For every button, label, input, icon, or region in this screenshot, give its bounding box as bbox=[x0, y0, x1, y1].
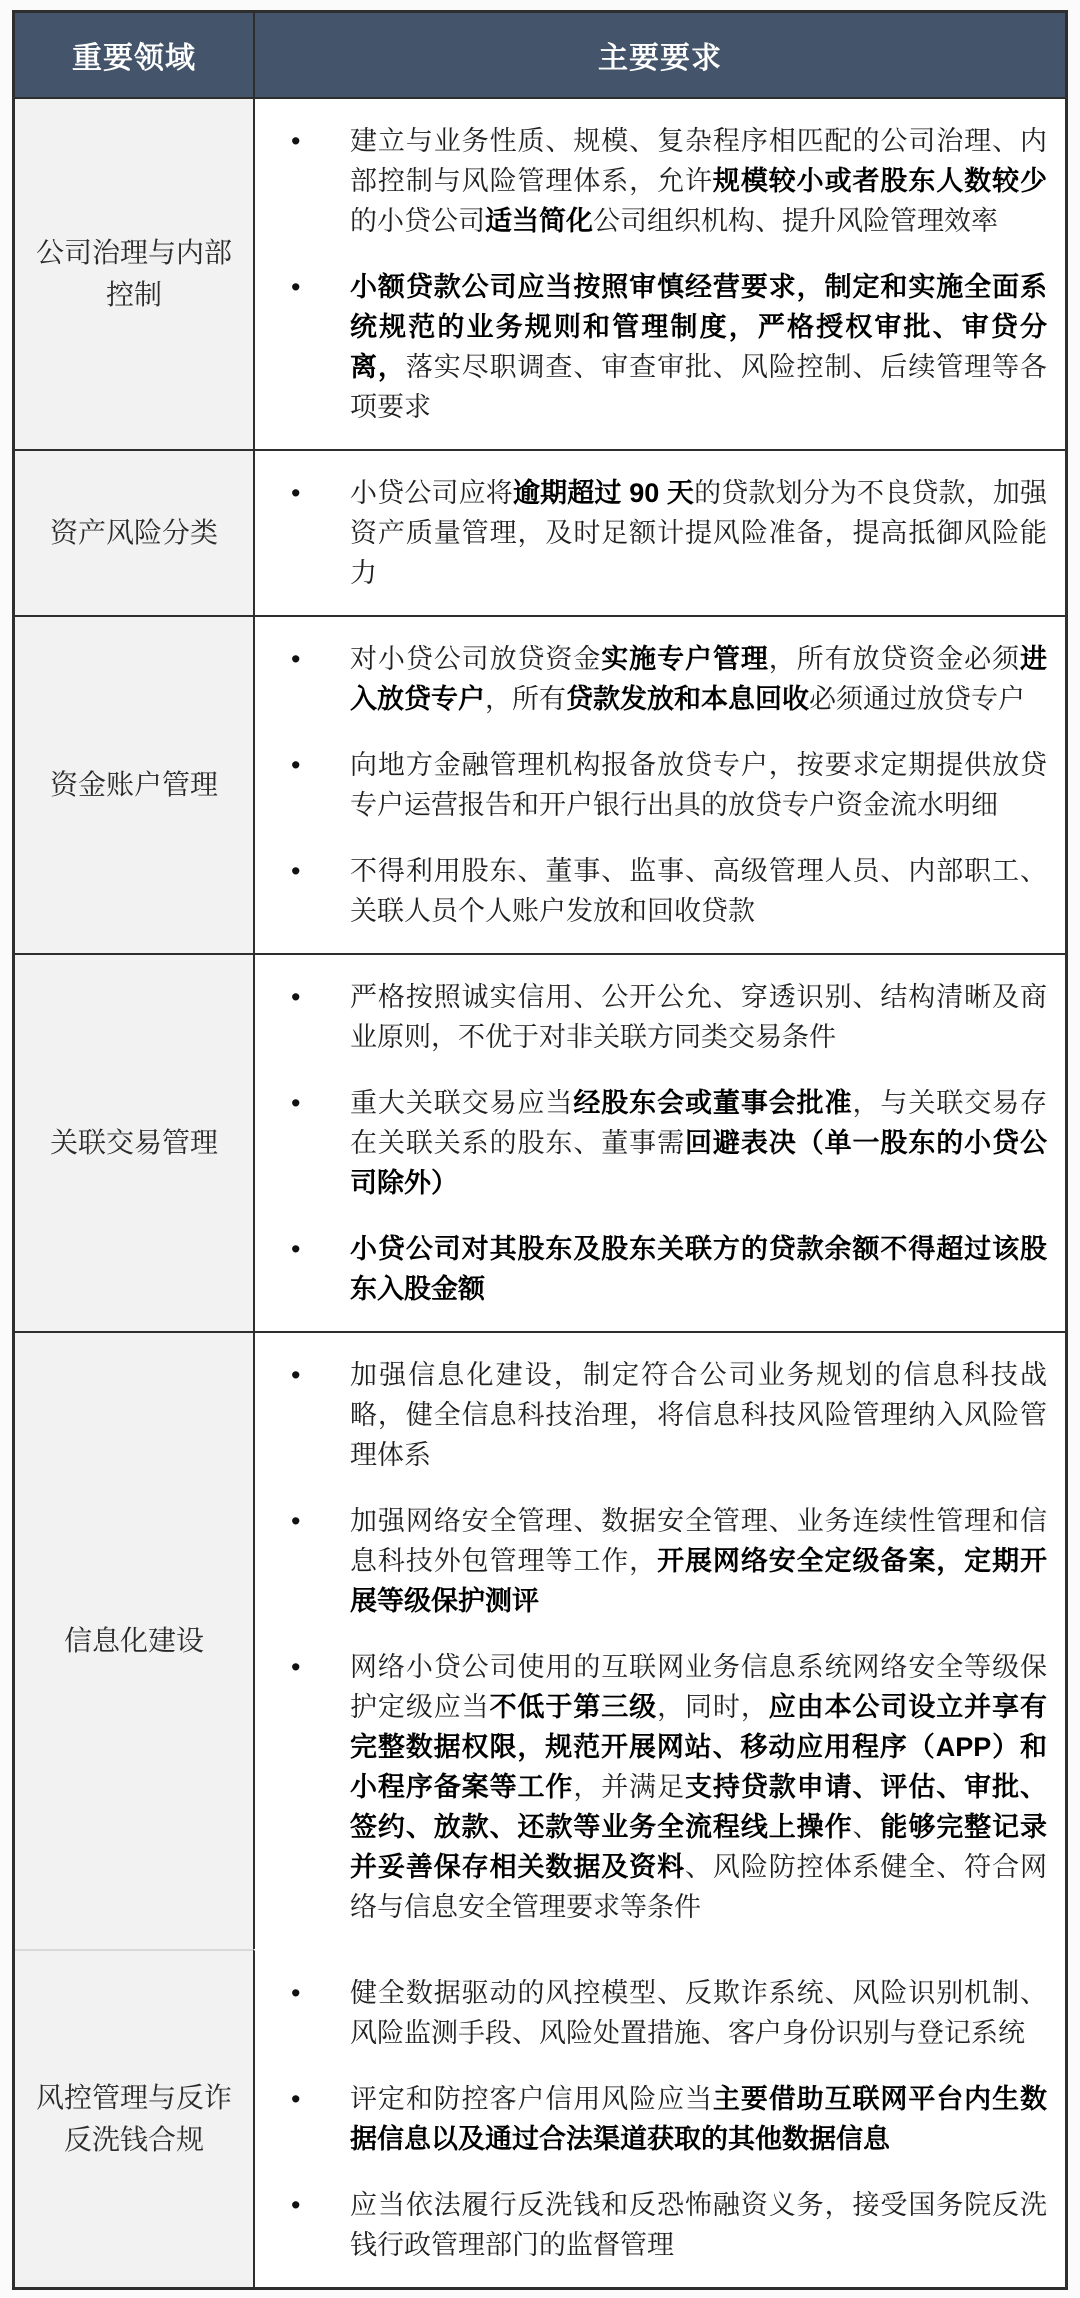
bullet-item bbox=[255, 745, 1047, 825]
bullet-text: 评定和防控客户信用风险应当主要借助互联网平台内生数据信息以及通过合法渠道获取的其他数据信息 bbox=[350, 2084, 1048, 2154]
bullet-icon: • bbox=[291, 644, 301, 674]
table-header-row bbox=[15, 13, 1065, 97]
bullet-item bbox=[255, 1229, 1047, 1309]
bullet-item bbox=[255, 1501, 1047, 1621]
bullet-icon: • bbox=[291, 272, 301, 302]
area-label: 风控管理与反诈 bbox=[35, 2082, 232, 2113]
area-label-cell bbox=[15, 953, 253, 1331]
area-label: 关联交易管理 bbox=[49, 1127, 218, 1158]
bullet-text: 加强网络安全管理、数据安全管理、业务连续性管理和信息科技外包管理等工作，开展网络安全定级备案，定期开展等级保护测评 bbox=[350, 1506, 1048, 1616]
bullet-icon: • bbox=[291, 1234, 301, 1264]
area-label: 信息化建设 bbox=[63, 1625, 204, 1656]
bullet-text: 不得利用股东、董事、监事、高级管理人员、内部职工、关联人员个人账户发放和回收贷款 bbox=[350, 856, 1047, 926]
bullet-item bbox=[255, 1355, 1047, 1475]
table-row bbox=[15, 449, 1065, 615]
requirements-table bbox=[12, 10, 1068, 2290]
area-label: 资产风险分类 bbox=[49, 517, 218, 548]
requirements-cell bbox=[253, 1331, 1065, 1949]
bullet-text: 小贷公司对其股东及股东关联方的贷款余额不得超过该股东入股金额 bbox=[350, 1234, 1047, 1304]
requirements-cell bbox=[253, 1949, 1065, 2287]
bullet-item bbox=[255, 977, 1047, 1057]
bullet-text: 建立与业务性质、规模、复杂程序相匹配的公司治理、内部控制与风险管理体系，允许规模较小或者股东人数较少的小贷公司适当简化公司组织机构、提升风险管理效率 bbox=[350, 126, 1048, 236]
area-label-cell bbox=[15, 1331, 253, 1949]
table-body bbox=[15, 97, 1065, 2287]
bullet-icon: • bbox=[291, 750, 301, 780]
bullet-text: 向地方金融管理机构报备放贷专户，按要求定期提供放贷专户运营报告和开户银行出具的放贷专户资金流水明细 bbox=[350, 750, 1047, 820]
bullet-item bbox=[255, 1647, 1047, 1927]
bullet-item bbox=[255, 639, 1047, 719]
bullet-icon: • bbox=[291, 1652, 301, 1682]
area-label: 控制 bbox=[105, 279, 162, 310]
bullet-icon: • bbox=[291, 856, 301, 886]
table-row bbox=[15, 953, 1065, 1331]
bullet-text: 加强信息化建设，制定符合公司业务规划的信息科技战略，健全信息科技治理，将信息科技风险管理纳入风险管理体系 bbox=[350, 1360, 1047, 1470]
bullet-item bbox=[255, 2185, 1047, 2265]
requirements-cell bbox=[253, 953, 1065, 1331]
table-row bbox=[15, 615, 1065, 953]
bullet-text: 严格按照诚实信用、公开公允、穿透识别、结构清晰及商业原则，不优于对非关联方同类交易条件 bbox=[350, 982, 1047, 1052]
requirements-cell bbox=[253, 97, 1065, 449]
bullet-item bbox=[255, 1083, 1047, 1203]
area-label-cell bbox=[15, 615, 253, 953]
area-label-cell bbox=[15, 1949, 253, 2287]
bullet-item bbox=[255, 2079, 1047, 2159]
area-label: 公司治理与内部 bbox=[35, 237, 232, 268]
bullet-icon: • bbox=[291, 2084, 301, 2114]
area-label-cell bbox=[15, 97, 253, 449]
bullet-icon: • bbox=[291, 1978, 301, 2008]
table-row bbox=[15, 1949, 1065, 2287]
bullet-icon: • bbox=[291, 478, 301, 508]
bullet-text: 对小贷公司放贷资金实施专户管理，所有放贷资金必须进入放贷专户，所有贷款发放和本息回收必须通过放贷专户 bbox=[350, 644, 1047, 714]
requirements-cell bbox=[253, 615, 1065, 953]
bullet-icon: • bbox=[291, 126, 301, 156]
table-row bbox=[15, 1331, 1065, 1949]
bullet-icon: • bbox=[291, 1088, 301, 1118]
bullet-icon: • bbox=[291, 2190, 301, 2220]
bullet-icon: • bbox=[291, 1360, 301, 1390]
bullet-item bbox=[255, 851, 1047, 931]
area-label: 资金账户管理 bbox=[49, 769, 218, 800]
requirements-cell bbox=[253, 449, 1065, 615]
column-header-requirements: 主要要求 bbox=[253, 13, 1065, 97]
bullet-text: 重大关联交易应当经股东会或董事会批准，与关联交易存在关联关系的股东、董事需回避表决（单一股东的小贷公司除外） bbox=[350, 1088, 1048, 1198]
bullet-icon: • bbox=[291, 1506, 301, 1536]
bullet-text: 小贷公司应将逾期超过 90 天的贷款划分为不良贷款，加强资产质量管理，及时足额计提风险准备，提高抵御风险能力 bbox=[350, 478, 1048, 588]
bullet-item bbox=[255, 473, 1047, 593]
bullet-icon: • bbox=[291, 982, 301, 1012]
bullet-item bbox=[255, 1973, 1047, 2053]
bullet-text: 网络小贷公司使用的互联网业务信息系统网络安全等级保护定级应当不低于第三级，同时，应由本公司设立并享有完整数据权限，规范开展网站、移动应用程序（APP）和小程序备案等工作，并满足支持贷款申请、评估、审批、签约、放款、还款等业务全流程线上操作、能够完整记录并妥善保存相关数据及资料、风险防控体系健全、符合网络与信息安全管理要求等条件 bbox=[350, 1652, 1048, 1922]
table-row bbox=[15, 97, 1065, 449]
bullet-text: 应当依法履行反洗钱和反恐怖融资义务，接受国务院反洗钱行政管理部门的监督管理 bbox=[350, 2190, 1047, 2260]
area-label-cell bbox=[15, 449, 253, 615]
bullet-item bbox=[255, 267, 1047, 427]
area-label: 反洗钱合规 bbox=[63, 2124, 204, 2155]
bullet-text: 健全数据驱动的风控模型、反欺诈系统、风险识别机制、风险监测手段、风险处置措施、客户身份识别与登记系统 bbox=[350, 1978, 1047, 2048]
bullet-item bbox=[255, 121, 1047, 241]
column-header-area: 重要领域 bbox=[72, 42, 196, 75]
bullet-text: 小额贷款公司应当按照审慎经营要求，制定和实施全面系统规范的业务规则和管理制度，严格授权审批、审贷分离，落实尽职调查、审查审批、风险控制、后续管理等各项要求 bbox=[350, 272, 1048, 422]
